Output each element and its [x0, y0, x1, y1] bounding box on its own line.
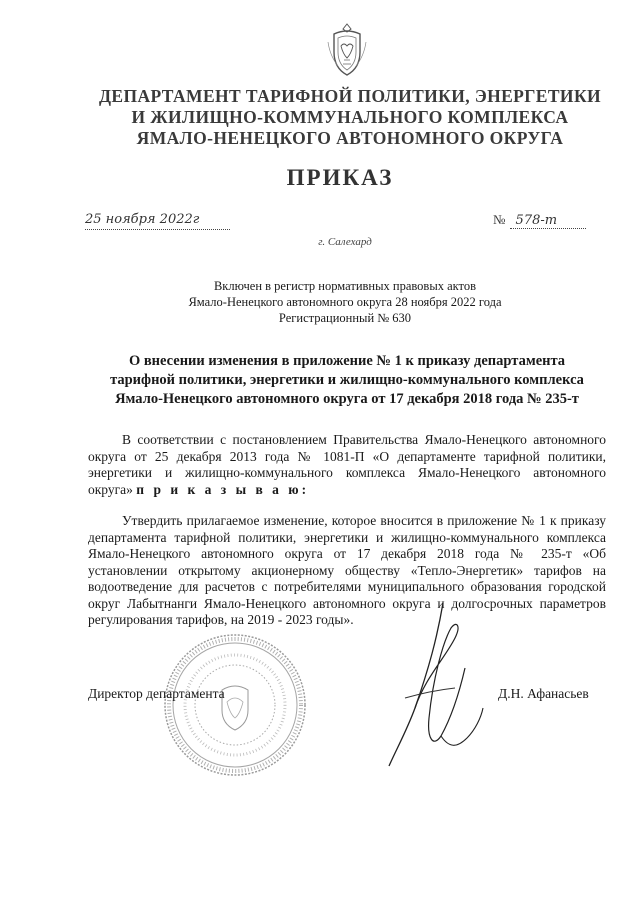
department-header: [70, 86, 630, 149]
preamble-paragraph: [88, 432, 606, 498]
resolution-paragraph: [88, 513, 606, 629]
subject-line-1: О внесении изменения в приложение № 1 к приказу департамента: [128, 353, 566, 369]
registry-line-1: Включен в регистр нормативных правовых актов: [213, 279, 477, 293]
order-subject: [88, 352, 606, 409]
signatory-name: Д.Н. Афанасьев: [498, 686, 589, 701]
order-command: п р и к а з ы в а ю:: [136, 481, 310, 497]
order-number: [493, 212, 586, 229]
order-date: 25 ноября 2022г: [85, 213, 230, 230]
resolution-text: Утвердить прилагаемое изменение, которое вносится в приложение № 1 к приказу департамента тарифной политики, энергетики и жилищно-коммунального комплекса Ямало-Ненецкого автономного округа от 17 декабря 2018 года № 235-т «Об установлении открытому акционерному обществу «Тепло-Энергетик» тарифов на водоотведение для расчетов с потребителями муниципального образования городской округ Лабытнанги Ямало-Ненецкого автономного округа и долгосрочных параметров регулирования тарифов, на 2019 - 2023 годы».: [88, 513, 606, 627]
number-sign: №: [493, 212, 506, 227]
city-label: г. Салехард: [318, 236, 372, 248]
document-type-title: ПРИКАЗ: [286, 165, 394, 190]
registry-line-2: Ямало-Ненецкого автономного округа 28 ноября 2022 года: [188, 295, 502, 309]
coat-of-arms-icon: [324, 22, 370, 78]
department-line-1: ДЕПАРТАМЕНТ ТАРИФНОЙ ПОЛИТИКИ, ЭНЕРГЕТИКИ: [98, 86, 602, 106]
registry-note: [150, 278, 540, 326]
subject-line-2: тарифной политики, энергетики и жилищно-коммунального комплекса: [110, 372, 584, 388]
handwritten-signature: [385, 598, 485, 773]
registry-line-3: Регистрационный № 630: [278, 311, 412, 325]
preamble-text: В соответствии с постановлением Правительства Ямало-Ненецкого автономного округа от 25 декабря 2013 года № 1081-П «О департаменте тарифной политики, энергетики и жилищно-коммунального комплекса Ямало-Ненецкого автономного округа»: [88, 432, 606, 497]
official-seal-stamp: [160, 630, 310, 780]
subject-line-3: Ямало-Ненецкого автономного округа от 17 декабря 2018 года № 235-т: [115, 391, 579, 407]
order-number-value: 578-т: [510, 213, 586, 229]
department-line-2: И ЖИЛИЩНО-КОММУНАЛЬНОГО КОМПЛЕКСА: [131, 107, 569, 127]
department-line-3: ЯМАЛО-НЕНЕЦКОГО АВТОНОМНОГО ОКРУГА: [136, 128, 564, 148]
signatory-position: Директор департамента: [88, 686, 225, 701]
